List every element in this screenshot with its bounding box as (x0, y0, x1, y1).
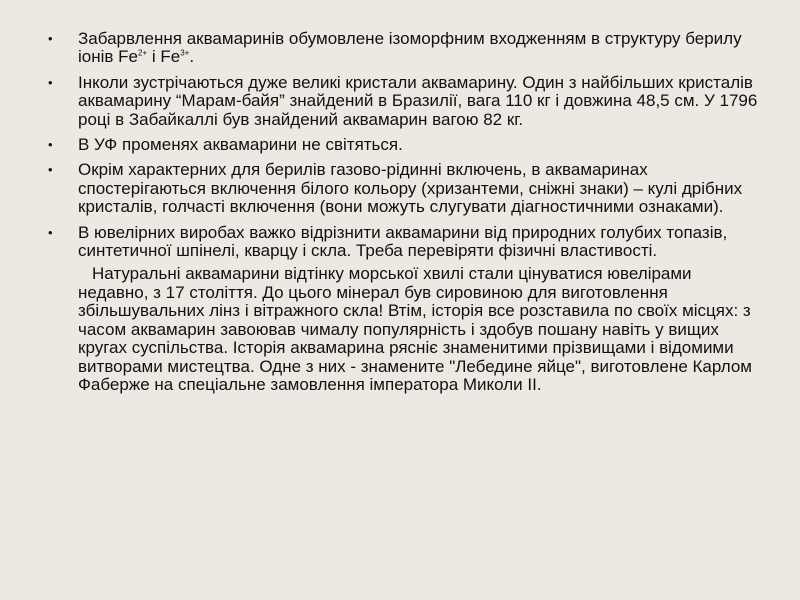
bullet-text-part: . (189, 47, 195, 67)
superscript-charge: 3+ (180, 48, 190, 58)
bullet-text: В УФ променях аквамарини не світяться. (78, 135, 403, 155)
bullet-item-jewelry (48, 224, 760, 261)
history-paragraph: Натуральні аквамарини відтінку морської хвилі стали цінуватися ювелірами недавно, з 17 століття. До цього мінерал був сировиною для виготовлення збільшувальних лінз і вітражного скла! Втім, історія все розставила по своїх місцях: з часом аквамарин завоював чималу популярність і здобув пошану навіть у вищих кругах суспільства. Історія аквамарина рясніє знаменитими прізвищами і відомими витворами мистецтва. Одне з них - знамените "Лебедине яйце", виготовлене Карлом Фаберже на спеціальне замовлення імператора Миколи II. (78, 264, 752, 394)
bullet-icon: • (48, 162, 53, 178)
bullet-icon: • (48, 74, 53, 90)
bullet-icon: • (48, 31, 53, 46)
bullet-icon: • (48, 224, 53, 240)
bullet-text: В ювелірних виробах важко відрізнити аквамарини від природних голубих топазів, синтетичної шпінелі, кварцу і скла. Треба перевіряти фізичні властивості. (78, 222, 728, 261)
bullet-item-coloration (48, 30, 760, 67)
bullet-icon: • (48, 137, 53, 153)
bullet-text-part: і Fe (147, 47, 181, 67)
bullet-item-uv (48, 136, 760, 154)
bullet-item-large-crystals (48, 74, 760, 129)
bullet-text-part: Забарвлення аквамаринів обумовлене ізоморфним входженням в структуру берилу іонів Fe (78, 29, 742, 67)
bullet-item-inclusions (48, 161, 760, 216)
bullet-text: Окрім характерних для берилів газово-рідинні включень, в аквамаринах спостерігаються включення білого кольору (хризантеми, сніжні знаки) – кулі дрібних кристалів, голчасті включення (вони можуть слугувати діагностичними ознаками). (78, 160, 743, 217)
bullet-text: Інколи зустрічаються дуже великі кристали аквамарину. Один з найбільших кристалів аквамарину “Марам-байя” знайдений в Бразилії, вага 110 кг і довжина 48,5 см. У 1796 році в Забайкаллі був знайдений аквамарин вагою 82 кг. (78, 72, 758, 129)
superscript-charge: 2+ (138, 48, 148, 58)
bullet-text (78, 29, 742, 66)
bullet-list (48, 30, 760, 260)
